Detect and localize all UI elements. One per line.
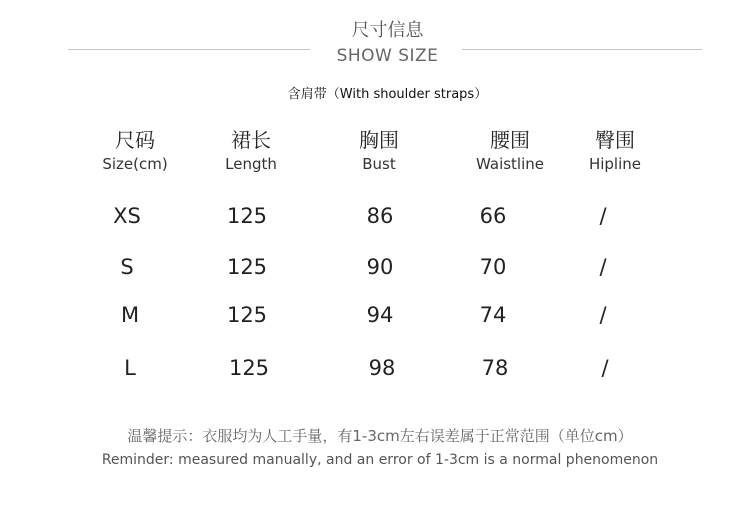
cell-length: 125	[226, 303, 268, 327]
cell-bust: 86	[366, 204, 394, 228]
header-hipline-en: Hipline	[588, 155, 642, 173]
header-length-en: Length	[225, 155, 277, 173]
header-bust-en: Bust	[362, 155, 396, 173]
cell-hipline: /	[599, 204, 607, 228]
cell-waistline: 74	[479, 303, 507, 327]
reminder-cn: 温馨提示：衣服均为人工手量，有1-3cm左右误差属于正常范围（单位cm）	[127, 427, 633, 445]
cell-hipline: /	[599, 255, 607, 279]
cell-bust: 98	[368, 356, 396, 380]
cell-size: M	[120, 303, 140, 327]
cell-waistline: 66	[479, 204, 507, 228]
shoulder-strap-note: 含肩带（With shoulder straps）	[287, 87, 488, 102]
header-waistline-en: Waistline	[476, 155, 544, 173]
header-waistline-cn: 腰围	[490, 128, 530, 152]
cell-bust: 94	[366, 303, 394, 327]
cell-length: 125	[226, 255, 268, 279]
header-hipline-cn: 臀围	[595, 128, 635, 152]
cell-size: L	[124, 356, 136, 380]
reminder-en: Reminder: measured manually, and an error of 1-3cm is a normal phenomenon	[101, 452, 659, 468]
cell-waistline: 70	[479, 255, 507, 279]
cell-waistline: 78	[481, 356, 509, 380]
header-length-cn: 裙长	[231, 128, 271, 152]
header-size-en: Size(cm)	[102, 155, 168, 173]
section-title-cn: 尺寸信息	[351, 20, 424, 41]
cell-size: S	[120, 255, 134, 279]
cell-size: XS	[113, 204, 141, 228]
section-title-en: SHOW SIZE	[336, 46, 439, 66]
cell-length: 125	[226, 204, 268, 228]
cell-length: 125	[228, 356, 270, 380]
header-size-cn: 尺码	[115, 128, 155, 152]
cell-hipline: /	[601, 356, 609, 380]
cell-hipline: /	[599, 303, 607, 327]
header-bust-cn: 胸围	[359, 128, 399, 152]
cell-bust: 90	[366, 255, 394, 279]
